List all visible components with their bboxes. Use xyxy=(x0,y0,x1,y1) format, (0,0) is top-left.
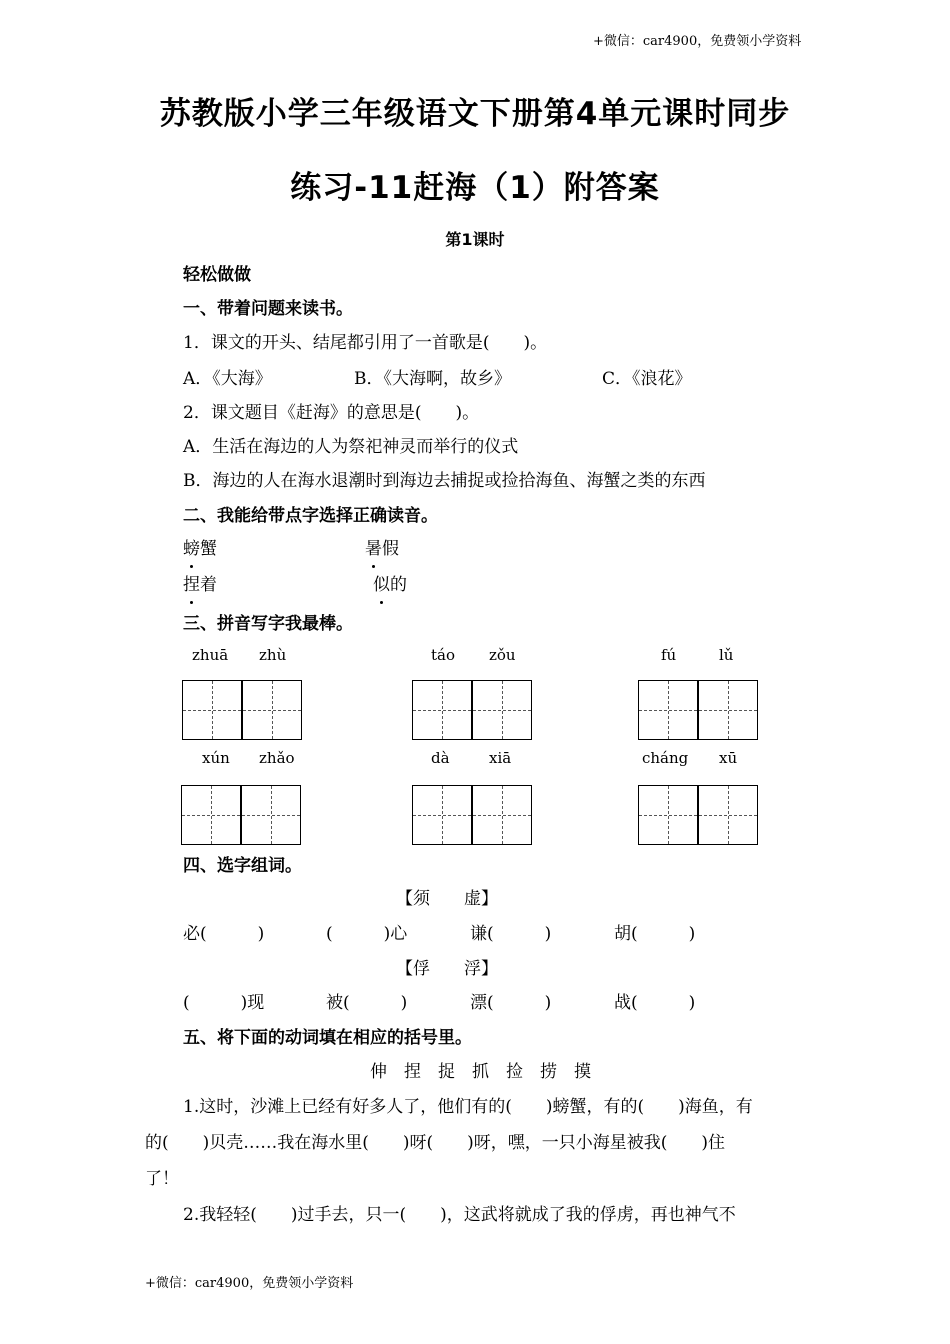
pinyin: xiā xyxy=(489,749,512,767)
pinyin: xū xyxy=(719,749,738,767)
q4-blank: 战( ) xyxy=(614,993,696,1013)
q4-blank: ( )现 xyxy=(183,993,265,1013)
writing-grid[interactable] xyxy=(182,680,302,740)
q1-option-c: C．《浪花》 xyxy=(602,369,692,389)
q5-verbs: 伸 捏 捉 抓 捡 捞 摸 xyxy=(370,1062,591,1082)
page-title-line2: 练习-11赶海（1）附答案 xyxy=(290,170,660,206)
q2-word-2: 暑假 xyxy=(365,534,399,559)
pinyin: táo xyxy=(431,646,456,664)
dotted-char: 暑 xyxy=(365,534,382,559)
lesson-label: 第1课时 xyxy=(445,230,505,249)
pinyin: cháng xyxy=(642,749,689,767)
q4-blank: 被( ) xyxy=(326,993,408,1013)
q1-item2-option-a: A．生活在海边的人为祭祀神灵而举行的仪式 xyxy=(183,437,519,457)
q1-heading: 一、带着问题来读书。 xyxy=(183,299,353,319)
pinyin: dà xyxy=(431,749,450,767)
writing-grid[interactable] xyxy=(638,680,758,740)
dotted-char: 似 xyxy=(373,570,390,595)
q1-option-a: A．《大海》 xyxy=(183,369,272,389)
watermark-top: +微信：car4900，免费领小学资料 xyxy=(593,34,802,49)
q5-sentence-1-line-2: 的( )贝壳……我在海水里( )呀( )呀，嘿，一只小海星被我( )住 xyxy=(145,1133,726,1153)
q4-blank: ( )心 xyxy=(326,924,408,944)
q5-sentence-1-line-1: 1.这时，沙滩上已经有好多人了，他们有的( )螃蟹，有的( )海鱼，有 xyxy=(183,1097,753,1117)
q4-group1-label: 【须 虚】 xyxy=(396,889,498,909)
watermark-bottom: +微信：car4900，免费领小学资料 xyxy=(145,1276,354,1291)
q5-sentence-1-line-3: 了！ xyxy=(145,1169,179,1189)
q1-item2-option-b: B．海边的人在海水退潮时到海边去捕捉或捡拾海鱼、海蟹之类的东西 xyxy=(183,471,706,491)
q4-blank: 谦( ) xyxy=(470,924,552,944)
q1-item2: 2．课文题目《赶海》的意思是( )。 xyxy=(183,403,480,423)
pinyin: zǒu xyxy=(489,646,516,664)
pinyin: lǔ xyxy=(719,646,734,664)
q5-heading: 五、将下面的动词填在相应的括号里。 xyxy=(183,1028,472,1048)
q1-item1: 1．课文的开头、结尾都引用了一首歌是( )。 xyxy=(183,333,548,353)
q3-heading: 三、拼音写字我最棒。 xyxy=(183,614,353,634)
dotted-char: 捏 xyxy=(183,570,200,595)
pinyin: zhǎo xyxy=(259,749,295,767)
page-title-line1: 苏教版小学三年级语文下册第4单元课时同步 xyxy=(159,96,791,132)
pinyin: zhù xyxy=(259,646,287,664)
q5-sentence-2-line-1: 2.我轻轻( )过手去，只一( )，这武将就成了我的俘虏，再也神气不 xyxy=(183,1205,736,1225)
writing-grid[interactable] xyxy=(181,785,301,845)
q2-word-3: 捏着 xyxy=(183,570,217,595)
q4-group2-label: 【俘 浮】 xyxy=(396,959,498,979)
writing-grid[interactable] xyxy=(412,680,532,740)
pinyin: zhuā xyxy=(192,646,229,664)
q4-blank: 必( ) xyxy=(183,924,265,944)
q2-heading: 二、我能给带点字选择正确读音。 xyxy=(183,506,438,526)
q4-heading: 四、选字组词。 xyxy=(183,856,302,876)
dotted-char: 螃 xyxy=(183,534,200,559)
q4-blank: 漂( ) xyxy=(470,993,552,1013)
q1-option-b: B．《大海啊，故乡》 xyxy=(354,369,511,389)
writing-grid[interactable] xyxy=(638,785,758,845)
q4-blank: 胡( ) xyxy=(614,924,696,944)
section-easy: 轻松做做 xyxy=(183,265,251,285)
pinyin: fú xyxy=(661,646,677,664)
pinyin: xún xyxy=(202,749,230,767)
q2-word-4: 似的 xyxy=(373,570,407,595)
writing-grid[interactable] xyxy=(412,785,532,845)
q2-word-1: 螃蟹 xyxy=(183,534,217,559)
